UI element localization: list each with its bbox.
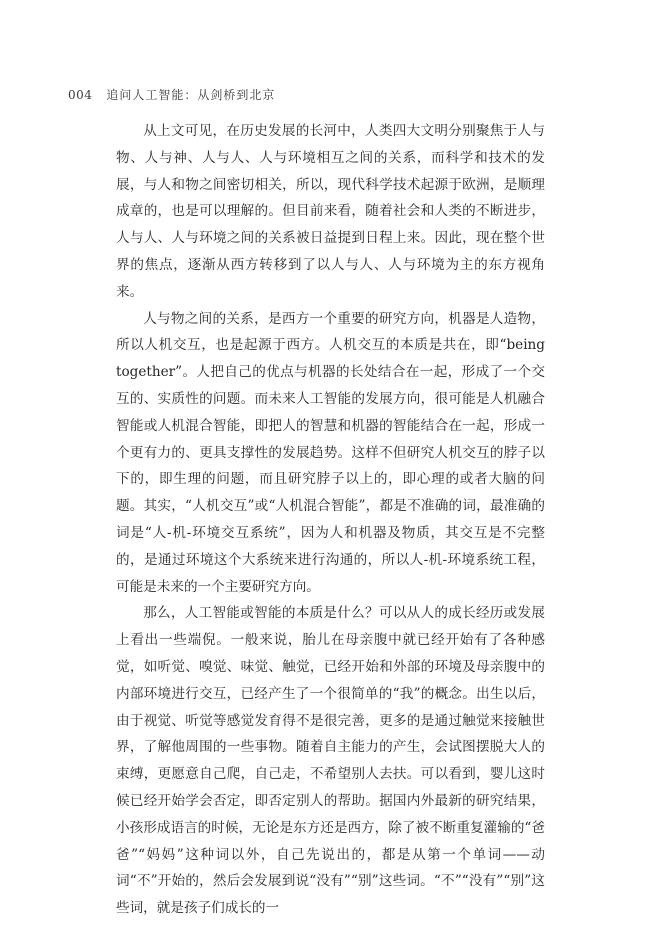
paragraph: 人与物之间的关系，是西方一个重要的研究方向，机器是人造物，所以人机交互，也是起源于西方。人机交互的本质是共在，即“being together”。人把自己的优点与机器的长处结合在一起，形成了一个交互的、实质性的问题。而未来人工智能的发展方向，很可能是人机融合智能或人机混合智能，即把人的智慧和机器的智能结合在一起，形成一个更有力的、更具支撑性的发展趋势。这样不但研究人机交互的脖子以下的，即生理的问题，而且研究脖子以上的，即心理的或者大脑的问题。其实，“人机交互”或“人机混合智能”，都是不准确的词，最准确的词是“人-机-环境交互系统”，因为人和机器及物质，其交互是不完整的，是通过环境这个大系统来进行沟通的，所以人-机-环境系统工程，可能是未来的一个主要研究方向。 [116,310,545,595]
paragraph: 那么，人工智能或智能的本质是什么？可以从人的成长经历或发展上看出一些端倪。一般来说，胎儿在母亲腹中就已经开始有了各种感觉，如听觉、嗅觉、味觉、触觉，已经开始和外部的环境及母亲腹中的内部环境进行交互，已经产生了一个很简单的“我”的概念。出生以后，由于视觉、听觉等感觉发育得不是很完善，更多的是通过触觉来接触世界，了解他周围的一些事物。随着自主能力的产生，会试图摆脱大人的束缚，更愿意自己爬，自己走，不希望别人去扶。可以看到，婴儿这时候已经开始学会否定，即否定别人的帮助。据国内外最新的研究结果，小孩形成语言的时候，无论是东方还是西方，除了被不断重复灌输的“爸爸”“妈妈”这种词以外，自己先说出的，都是从第一个单词——动词“不”开始的，然后会发展到说“没有”“别”这些词。“不”“没有”“别”这些词，就是孩子们成长的一 [116,605,545,917]
body-text [116,118,545,922]
paragraph: 从上文可见，在历史发展的长河中，人类四大文明分别聚焦于人与物、人与神、人与人、人与环境相互之间的关系，而科学和技术的发展，与人和物之间密切相关，所以，现代科学技术起源于欧洲，是顺理成章的，也是可以理解的。但目前来看，随着社会和人类的不断进步，人与人、人与环境之间的关系被日益提到日程上来。因此，现在整个世界的焦点，逐渐从西方转移到了以人与人、人与环境为主的东方视角来。 [116,123,545,300]
running-header [68,86,275,104]
book-title: 追问人工智能：从剑桥到北京 [106,88,276,102]
page-number: 004 [68,88,93,102]
